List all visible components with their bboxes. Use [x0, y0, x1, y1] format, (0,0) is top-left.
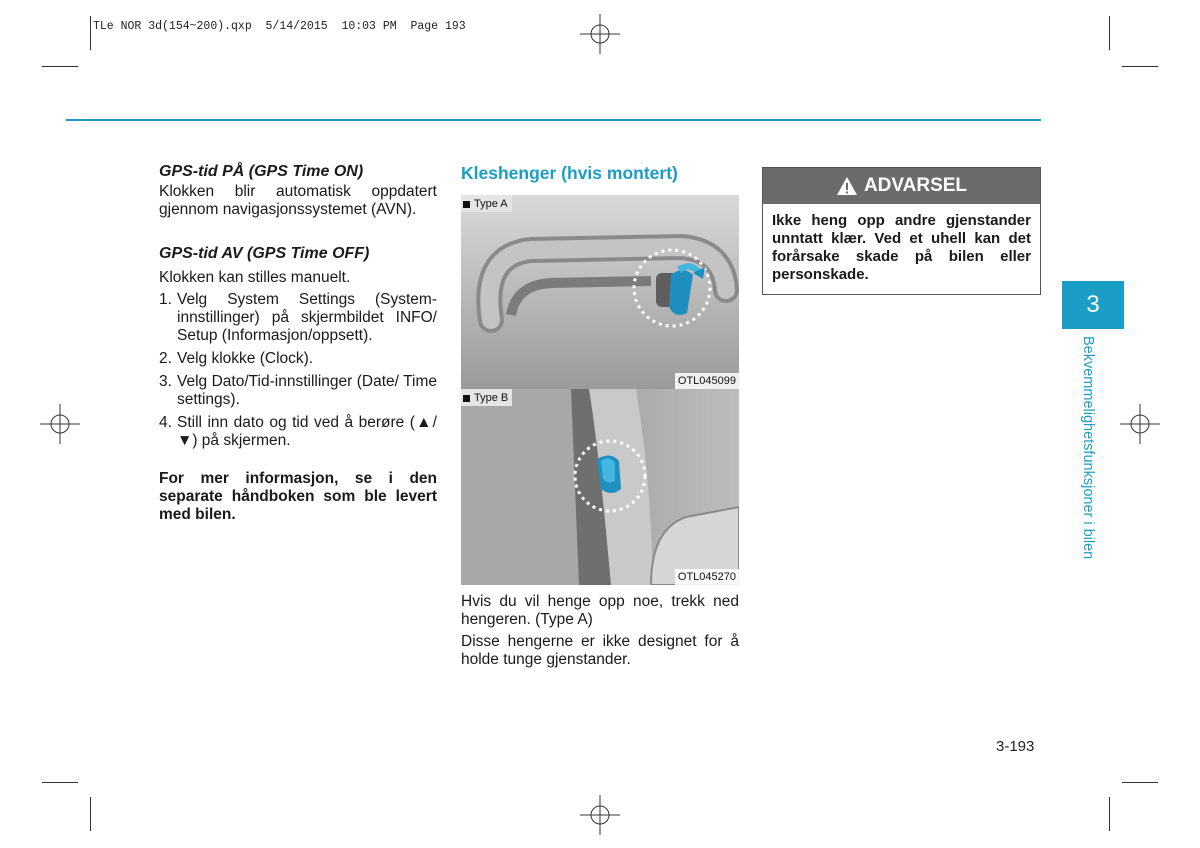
top-rule: [66, 119, 1041, 121]
crop-mark: [1109, 797, 1110, 831]
crop-mark: [1109, 16, 1110, 50]
gps-off-heading: GPS-tid AV (GPS Time OFF): [159, 245, 370, 262]
hanger-text-1: Hvis du vil henge opp noe, trekk ned hengeren. (Type A): [461, 593, 739, 628]
warning-box: [762, 167, 1041, 295]
page-number: 3-193: [996, 738, 1035, 755]
list-item: [159, 291, 437, 345]
figure-code: OTL045270: [675, 569, 739, 585]
warning-header: [763, 168, 1040, 204]
registration-mark-icon: [1120, 404, 1160, 444]
chapter-tab: 3: [1062, 281, 1124, 329]
figure-type-a: [461, 195, 739, 389]
registration-mark-icon: [580, 14, 620, 54]
gps-off-text: Klokken kan stilles manuelt.: [159, 269, 351, 286]
crop-mark: [1122, 66, 1158, 67]
registration-mark-icon: [40, 404, 80, 444]
step-number: 2.: [159, 350, 172, 367]
gps-on-heading: GPS-tid PÅ (GPS Time ON): [159, 163, 364, 180]
hanger-description: [461, 593, 739, 673]
step-text: Velg Dato/Tid-innstillinger (Date/ Time settings).: [177, 373, 437, 408]
figure-label: [461, 389, 512, 406]
hanger-type-b-illustration: [461, 389, 739, 585]
clothes-hanger-heading: Kleshenger (hvis montert): [461, 163, 678, 183]
figure-label: [461, 195, 512, 212]
print-header: TLe NOR 3d(154~200).qxp 5/14/2015 10:03 PM Page 193: [93, 20, 466, 33]
figure-type-a-label: Type A: [474, 198, 508, 210]
warning-triangle-icon: [836, 176, 858, 196]
chapter-title: Bekvemmelighetsfunksjoner i bilen: [1080, 336, 1096, 560]
warning-title: ADVARSEL: [863, 175, 968, 196]
more-info-note: For mer informasjon, se i den separate håndboken som ble levert med bilen.: [159, 470, 437, 523]
step-text: Velg System Settings (System-innstillinger) på skjermbildet INFO/ Setup (Informasjon/oppsett).: [177, 291, 437, 344]
list-item: [159, 350, 437, 368]
hanger-text-2: Disse hengerne er ikke designet for å holde tunge gjenstander.: [461, 633, 739, 668]
crop-mark: [42, 66, 78, 67]
figure-type-b-label: Type B: [474, 392, 509, 404]
list-item: [159, 414, 437, 450]
crop-mark: [42, 782, 78, 783]
step-number: 4.: [159, 414, 172, 431]
gps-on-text: Klokken blir automatisk oppdatert gjennom navigasjonssystemet (AVN).: [159, 183, 437, 218]
step-text: Velg klokke (Clock).: [177, 350, 314, 367]
registration-mark-icon: [580, 795, 620, 835]
warning-text: Ikke heng opp andre gjenstander unntatt klær. Ved et uhell kan det forårsake skade på bilen eller personskade.: [772, 212, 1031, 283]
gps-time-section: [159, 163, 437, 524]
crop-mark: [1122, 782, 1158, 783]
list-item: [159, 373, 437, 409]
crop-mark: [90, 797, 91, 831]
crop-mark: [90, 16, 91, 50]
hanger-type-a-illustration: [461, 195, 739, 389]
step-text: Still inn dato og tid ved å berøre (▲/▼) på skjermen.: [177, 414, 437, 449]
figure-code: OTL045099: [675, 373, 739, 389]
step-number: 1.: [159, 291, 172, 308]
steps-list: [159, 291, 437, 450]
step-number: 3.: [159, 373, 172, 390]
figure-type-b: [461, 389, 739, 585]
